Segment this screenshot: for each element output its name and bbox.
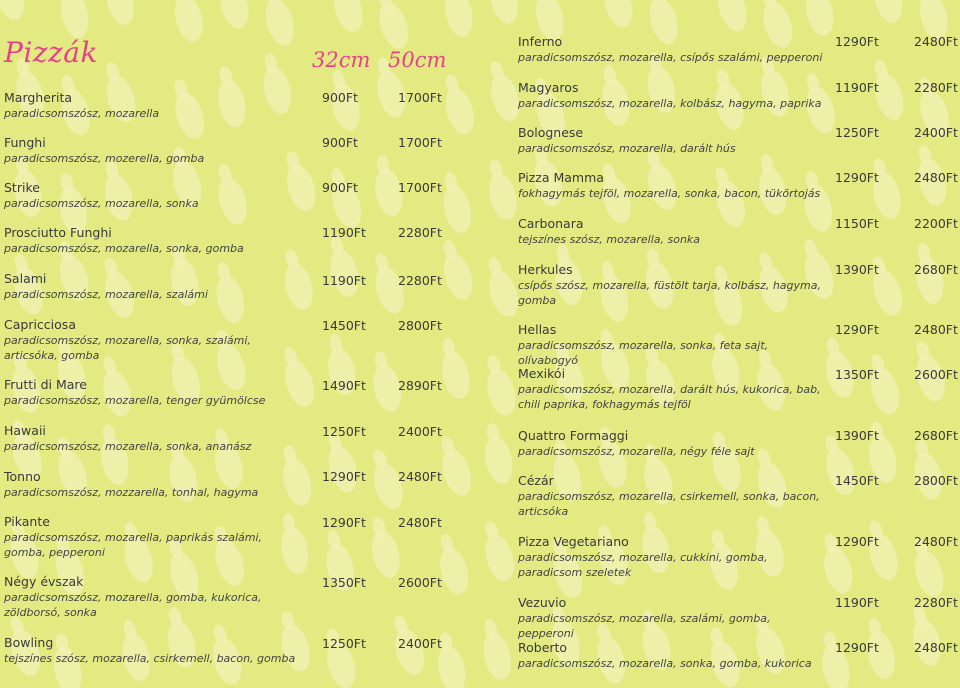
bowling-pin-shape [596,0,637,31]
price-32cm: 1250Ft [835,125,879,140]
price-32cm: 1290Ft [835,34,879,49]
menu-item-pikante [4,514,304,560]
menu-item-capricciosa [4,317,304,363]
menu-item-inferno [518,34,828,65]
price-32cm: 1290Ft [835,170,879,185]
menu-item-bowling [4,635,304,666]
price-50cm: 2400Ft [914,125,958,140]
bowling-pin-shape [212,0,253,32]
price-50cm: 2480Ft [914,534,958,549]
item-ingredients: paradicsomszósz, mozzarella, tonhal, hagyma [4,486,259,499]
size-header-50: 50cm [388,48,447,72]
bowling-pin-shape [437,71,479,138]
price-50cm: 2680Ft [914,428,958,443]
item-ingredients: paradicsomszósz, mozarella, cukkini, gomba, paradicsom szeletek [518,551,768,579]
item-ingredients: paradicsomszósz, mozerella, gomba [4,152,205,165]
item-name: Frutti di Mare [4,377,87,392]
price-50cm: 1700Ft [398,135,442,150]
item-name: Margherita [4,90,73,105]
item-ingredients: paradicsomszósz, mozarella, sonka, szalámi, articsóka, gomba [4,334,251,362]
item-ingredients: csípős szósz, mozarella, füstölt tarja, kolbász, hagyma, gomba [518,279,821,307]
bowling-pin-shape [799,0,837,39]
item-ingredients: paradicsomszósz, mozarella, csípős szalámi, pepperoni [518,51,823,64]
bowling-pin-shape [861,517,903,584]
item-ingredients: paradicsomszósz, mozarella, kolbász, hagyma, paprika [518,97,822,110]
item-name: Hellas [518,322,557,337]
item-name: Pizza Mamma [518,170,604,185]
price-32cm: 900Ft [322,180,358,195]
price-50cm: 2680Ft [914,262,958,277]
price-32cm: 1350Ft [835,367,879,382]
bowling-pin-shape [0,0,29,23]
price-50cm: 1700Ft [398,180,442,195]
item-ingredients: paradicsomszósz, mozarella, négy féle sajt [518,445,755,458]
item-name: Négy évszak [4,574,84,589]
menu-item-salami [4,271,304,302]
price-50cm: 2480Ft [914,322,958,337]
bowling-pin-shape [867,0,906,26]
bowling-pin-shape [709,0,752,35]
bowling-pin-shape [476,616,515,682]
bowling-pin-shape [480,253,524,320]
bowling-pin-shape [479,352,520,419]
price-50cm: 2280Ft [398,225,442,240]
price-32cm: 1190Ft [835,595,879,610]
price-32cm: 900Ft [322,135,358,150]
menu-item-vezuvio [518,595,828,641]
price-50cm: 2600Ft [914,367,958,382]
menu-item-cezar [518,473,828,519]
price-32cm: 1390Ft [835,428,879,443]
price-32cm: 1150Ft [835,216,879,231]
menu-item-strike [4,180,304,211]
bowling-pin-shape [863,351,904,418]
item-ingredients: paradicsomszósz, mozarella, paprikás szalámi, gomba, pepperoni [4,531,263,559]
item-ingredients: paradicsomszósz, mozarella, darált hús [518,142,736,155]
price-50cm: 2800Ft [914,473,958,488]
bowling-pin-shape [477,518,519,585]
menu-item-negy-evszak [4,574,304,620]
menu-item-magyaros [518,80,828,111]
price-50cm: 2280Ft [914,595,958,610]
size-header-32: 32cm [312,48,371,72]
price-32cm: 900Ft [322,90,358,105]
bowling-pin-shape [322,233,363,300]
bowling-pin-shape [907,436,946,502]
item-ingredients: paradicsomszósz, mozarella, darált hús, kukorica, bab, chili paprika, fokhagymás tejföl [518,383,821,411]
item-name: Funghi [4,135,46,150]
bowling-pin-shape [483,0,522,27]
menu-item-bolognese [518,125,828,156]
item-ingredients: paradicsomszósz, mozarella, csirkemell, sonka, bacon, articsóka [518,490,820,518]
item-ingredients: paradicsomszósz, mozarella, gomba, kukorica, zöldborsó, sonka [4,591,262,619]
menu-item-pizza-vegetariano [518,534,828,580]
bowling-pin-shape [435,237,478,304]
price-32cm: 1190Ft [835,80,879,95]
bowling-pin-shape [323,164,367,231]
bowling-pin-shape [478,421,516,487]
menu-title: Pizzák [4,36,98,69]
item-ingredients: tejszínes szósz, mozarella, csirkemell, bacon, gomba [4,652,296,665]
menu-item-prosciutto-funghi [4,225,304,256]
menu-item-herkules [518,262,828,308]
item-name: Bolognese [518,125,584,140]
item-name: Cézár [518,473,554,488]
item-name: Capricciosa [4,317,76,332]
price-32cm: 1450Ft [835,473,879,488]
item-ingredients: paradicsomszósz, mozarella, sonka, gomba, kukorica [518,657,812,670]
price-32cm: 1350Ft [322,575,366,590]
price-32cm: 1490Ft [322,378,366,393]
item-name: Bowling [4,635,54,650]
price-32cm: 1290Ft [322,469,366,484]
bowling-pin-shape [257,0,299,49]
menu-item-tonno [4,469,304,500]
price-32cm: 1290Ft [322,515,366,530]
price-32cm: 1290Ft [835,322,879,337]
price-50cm: 2480Ft [398,515,442,530]
price-50cm: 2480Ft [914,640,958,655]
price-50cm: 2280Ft [914,80,958,95]
bowling-pin-shape [54,0,92,41]
price-32cm: 1290Ft [835,534,879,549]
item-name: Roberto [518,640,568,655]
bowling-pin-shape [325,0,368,36]
item-name: Magyaros [518,80,579,95]
bowling-pin-shape [481,156,521,222]
price-50cm: 2480Ft [914,170,958,185]
item-ingredients: paradicsomszósz, mozarella, szalámi, gomba, pepperoni [518,612,771,640]
price-50cm: 2800Ft [398,318,442,333]
price-32cm: 1450Ft [322,318,366,333]
item-name: Inferno [518,34,563,49]
item-name: Prosciutto Funghi [4,225,112,240]
bowling-pin-shape [99,0,138,28]
item-ingredients: paradicsomszósz, mozarella, szalámi [4,288,208,301]
item-name: Strike [4,180,40,195]
menu-item-funghi [4,135,304,166]
menu-item-pizza-mamma [518,170,828,201]
item-ingredients: fokhagymás tejföl, mozarella, sonka, bacon, tükörtojás [518,187,821,200]
price-50cm: 1700Ft [398,90,442,105]
price-50cm: 2480Ft [914,34,958,49]
item-name: Tonno [4,469,41,484]
bowling-pin-shape [433,432,477,499]
menu-item-hellas [518,322,828,368]
menu-item-hawaii [4,423,304,454]
bowling-pin-shape [318,625,361,688]
bowling-pin-shape [865,155,905,221]
price-50cm: 2480Ft [398,469,442,484]
item-ingredients: paradicsomszósz, mozarella, sonka [4,197,199,210]
price-32cm: 1190Ft [322,273,366,288]
menu-item-mexikoi [518,366,828,412]
item-name: Pikante [4,514,50,529]
price-32cm: 1390Ft [835,262,879,277]
bowling-pin-shape [167,0,207,45]
item-ingredients: paradicsomszósz, mozarella [4,107,160,120]
menu-item-frutti-di-mare [4,377,304,408]
item-name: Salami [4,271,47,286]
item-ingredients: paradicsomszósz, mozarella, sonka, ananász [4,440,252,453]
menu-item-quattro-formaggi [518,428,828,459]
price-50cm: 2600Ft [398,575,442,590]
price-50cm: 2400Ft [398,636,442,651]
menu-item-carbonara [518,216,828,247]
item-ingredients: paradicsomszósz, mozarella, tenger gyümölcse [4,394,266,407]
item-name: Quattro Formaggi [518,428,629,443]
bowling-pin-shape [905,602,945,668]
menu-item-roberto [518,640,828,671]
bowling-pin-shape [438,0,476,40]
price-50cm: 2890Ft [398,378,442,393]
price-50cm: 2200Ft [914,216,958,231]
price-50cm: 2280Ft [398,273,442,288]
menu-item-margherita [4,90,304,121]
item-name: Carbonara [518,216,584,231]
item-ingredients: tejszínes szósz, mozarella, sonka [518,233,701,246]
price-32cm: 1290Ft [835,640,879,655]
price-50cm: 2400Ft [398,424,442,439]
price-32cm: 1250Ft [322,636,366,651]
item-name: Hawaii [4,423,46,438]
item-ingredients: paradicsomszósz, mozarella, sonka, feta sajt, olívabogyó [518,339,769,367]
price-32cm: 1190Ft [322,225,366,240]
item-name: Herkules [518,262,573,277]
item-name: Mexikói [518,366,566,381]
bowling-pin-shape [370,0,414,52]
item-name: Vezuvio [518,595,567,610]
price-32cm: 1250Ft [322,424,366,439]
item-ingredients: paradicsomszósz, mozarella, sonka, gomba [4,242,244,255]
item-name: Pizza Vegetariano [518,534,629,549]
